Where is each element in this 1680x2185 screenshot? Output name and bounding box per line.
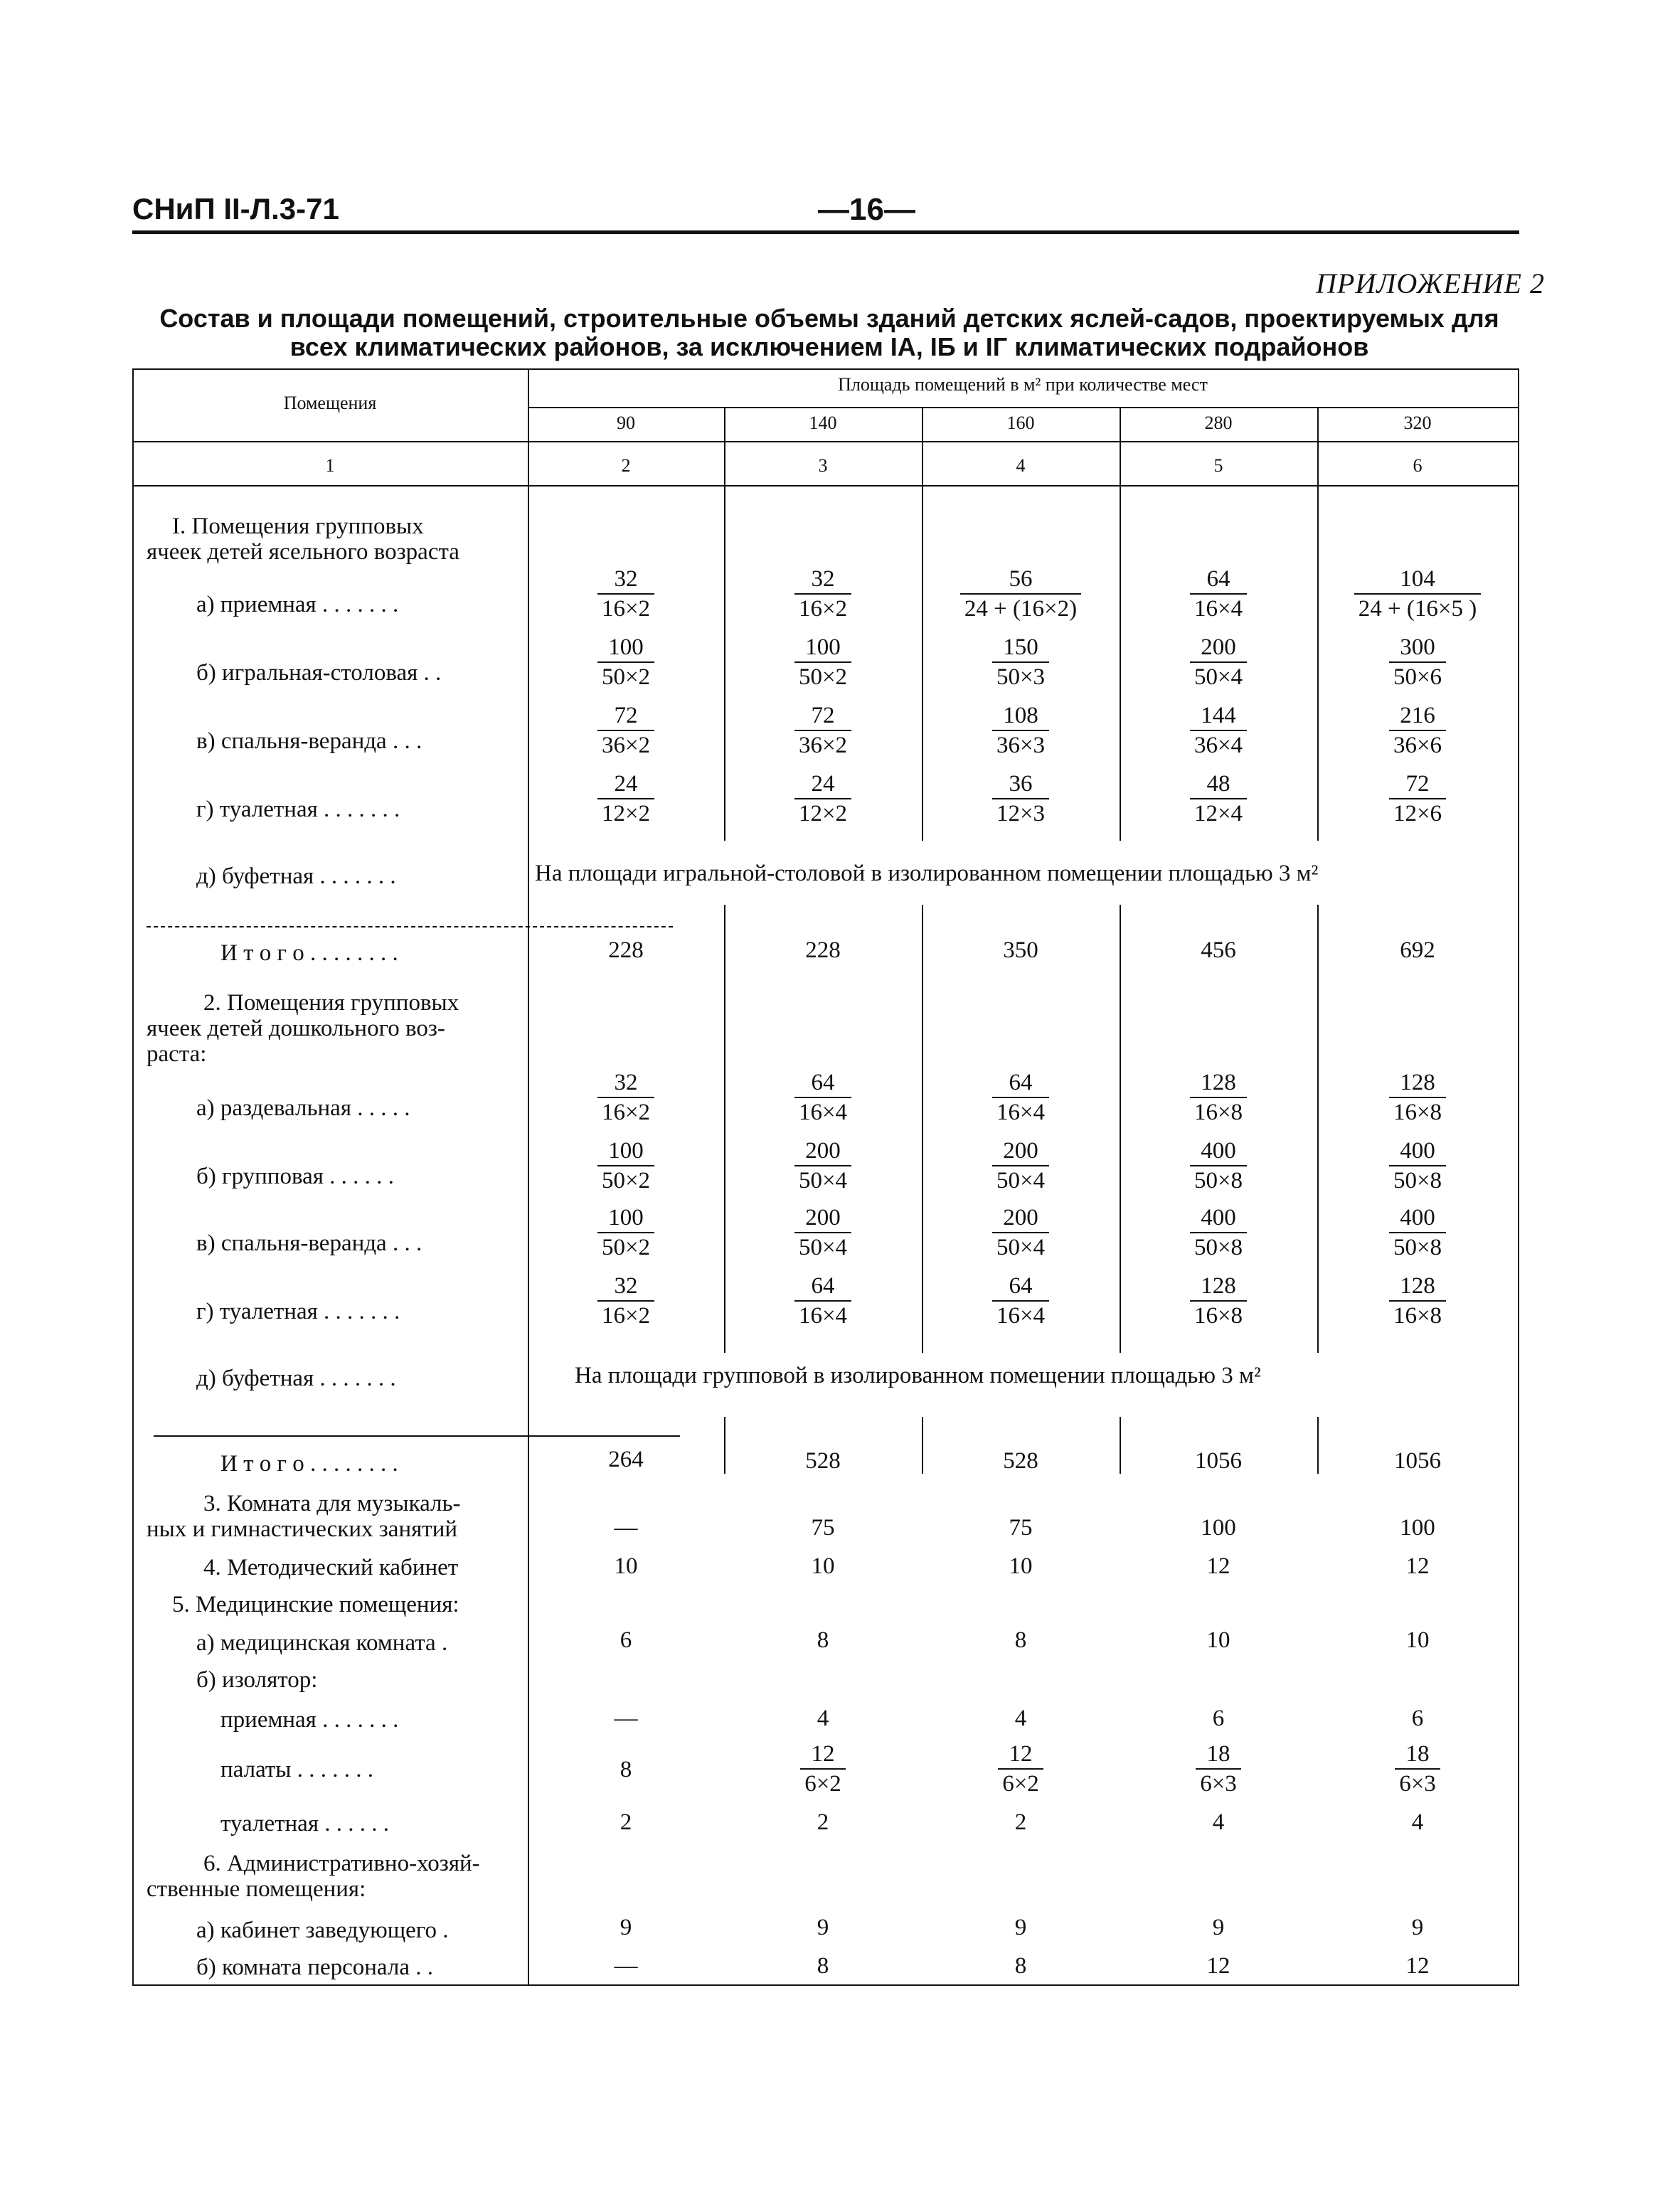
s1-total-label: И т о г о . . . . . . . .: [220, 940, 398, 966]
area-total-value: 104: [1400, 566, 1435, 592]
caption-line-2: всех климатических районов, за исключением IА, IБ и IГ климатических подрайонов: [289, 332, 1369, 361]
section1-subtotal-rule: [147, 926, 673, 928]
s2-total-cell: 264: [608, 1447, 644, 1472]
area-formula-value: 50×6: [1389, 661, 1446, 691]
area-total-value: 100: [805, 634, 841, 660]
area-total-value: 128: [1201, 1273, 1236, 1299]
s1-row-label: в) спальня-веранда . . .: [196, 728, 422, 754]
area-formula-value: 16×4: [1190, 593, 1247, 623]
area-fraction-cell: [724, 1137, 922, 1195]
area-fraction-cell: [1120, 1272, 1317, 1330]
area-fraction-cell: [1120, 770, 1317, 828]
area-value-cell: 2: [817, 1809, 829, 1835]
s1-total-cell: 350: [1003, 937, 1038, 963]
area-formula-value: 50×2: [597, 1232, 654, 1262]
area-value-cell: 10: [1206, 1627, 1230, 1653]
area-total-value: 56: [1009, 566, 1033, 592]
area-value-cell: 2: [620, 1809, 632, 1835]
area-formula-value: 16×2: [597, 593, 654, 623]
area-total-value: 64: [1009, 1273, 1033, 1299]
section2-title-line3: раста:: [147, 1041, 207, 1067]
section2-title-line1: 2. Помещения групповых: [203, 990, 459, 1016]
area-formula-value: 50×8: [1190, 1232, 1247, 1262]
area-fraction-cell: [724, 701, 922, 760]
area-total-value: 24: [614, 771, 638, 797]
area-formula-value: 36×2: [597, 730, 654, 760]
area-total-value: 400: [1201, 1138, 1236, 1164]
area-total-value: 48: [1206, 771, 1230, 797]
music-room-line1: 3. Комната для музыкаль-: [203, 1491, 461, 1516]
area-total-value: 144: [1201, 703, 1236, 728]
area-fraction-cell: [1120, 565, 1317, 623]
area-value-cell: 9: [1411, 1915, 1424, 1940]
s2-row-label: в) спальня-веранда . . .: [196, 1230, 422, 1256]
area-fraction-cell: [1120, 633, 1317, 691]
area-value-cell: 100: [1400, 1515, 1435, 1541]
area-fraction-cell: [528, 1272, 724, 1330]
area-value-cell: 4: [1014, 1706, 1027, 1731]
column-number-rule: [132, 485, 1519, 487]
column-number-1: 1: [325, 455, 335, 476]
s2-total-cell: 528: [805, 1448, 841, 1474]
area-total-value: 64: [1009, 1070, 1033, 1095]
area-formula-value: 36×4: [1190, 730, 1247, 760]
area-value-cell: 9: [1212, 1915, 1225, 1940]
medical-title: 5. Медицинские помещения:: [172, 1592, 459, 1617]
area-value-cell: 6: [620, 1627, 632, 1653]
toilet-label: туалетная . . . . . .: [220, 1811, 390, 1836]
document-code: СНиП II-Л.3-71: [132, 192, 339, 225]
area-total-value: 8: [620, 1757, 632, 1782]
area-fraction-cell: [1317, 770, 1518, 828]
area-fraction-cell: [1120, 701, 1317, 760]
area-fraction-cell: [1120, 1740, 1317, 1798]
area-value-cell: 8: [1014, 1627, 1027, 1653]
area-fraction-cell: [1120, 1068, 1317, 1127]
area-formula-value: 50×8: [1389, 1232, 1446, 1262]
column-number-4: 4: [1016, 455, 1026, 476]
s2-total-cell: 528: [1003, 1448, 1038, 1474]
staff-room-label: б) комната персонала . .: [196, 1955, 433, 1980]
area-formula-value: 24 + (16×2): [960, 593, 1081, 623]
area-total-value: 32: [811, 566, 835, 592]
area-formula-value: 16×4: [794, 1097, 851, 1127]
admin-title-line2: ственные помещения:: [147, 1876, 366, 1902]
s2-total-cell: 1056: [1195, 1448, 1242, 1474]
area-value-cell: —: [614, 1515, 638, 1541]
area-total-value: 24: [811, 771, 835, 797]
area-total-value: 18: [1405, 1741, 1430, 1767]
area-value-cell: 6: [1411, 1706, 1424, 1731]
area-formula-value: 50×8: [1389, 1165, 1446, 1195]
area-fraction-cell: [1317, 633, 1518, 691]
area-total-value: 200: [1003, 1138, 1038, 1164]
area-fraction-cell: [1317, 1740, 1518, 1798]
column-number-2: 2: [621, 455, 631, 476]
area-formula-value: 50×2: [597, 661, 654, 691]
s1-total-cell: 228: [805, 937, 841, 963]
s1-total-cell: 692: [1400, 937, 1435, 963]
area-formula-value: 16×2: [794, 593, 851, 623]
area-formula-value: 6×3: [1196, 1768, 1241, 1798]
music-room-line2: ных и гимнастических занятий: [147, 1516, 458, 1542]
area-value-cell: 9: [817, 1915, 829, 1940]
area-value-cell: 9: [1014, 1915, 1027, 1940]
area-formula-value: 12×4: [1190, 798, 1247, 828]
area-fraction-cell: [1120, 1137, 1317, 1195]
s1-total-cell: 228: [608, 937, 644, 963]
area-fraction-cell: [922, 565, 1120, 623]
area-fraction-cell: [528, 565, 724, 623]
area-total-value: 128: [1201, 1070, 1236, 1095]
page-number: —16—: [818, 192, 915, 227]
area-formula-value: 6×2: [998, 1768, 1043, 1798]
capacity-160: 160: [1006, 413, 1035, 433]
area-formula-value: 16×2: [597, 1300, 654, 1330]
section1-title-line2: ячеек детей ясельного возраста: [147, 539, 459, 565]
area-fraction-cell: [724, 770, 922, 828]
area-fraction-cell: [528, 1203, 724, 1262]
area-value-cell: 2: [1014, 1809, 1027, 1835]
area-fraction-cell: [724, 565, 922, 623]
s1-buffet-label: д) буфетная . . . . . . .: [196, 863, 396, 889]
area-fraction-cell: [1317, 1068, 1518, 1127]
s1-row-label: г) туалетная . . . . . . .: [196, 797, 400, 822]
area-total-value: 400: [1400, 1205, 1435, 1230]
area-value-cell: 75: [1009, 1515, 1033, 1541]
area-total-value: 64: [811, 1273, 835, 1299]
area-total-value: 12: [1009, 1741, 1033, 1767]
area-formula-value: 6×3: [1395, 1768, 1440, 1798]
area-fraction-cell: [528, 1755, 724, 1784]
area-value-cell: —: [614, 1953, 638, 1979]
area-value-cell: 12: [1206, 1953, 1230, 1979]
area-total-value: 300: [1400, 634, 1435, 660]
area-formula-value: 50×4: [794, 1232, 851, 1262]
area-fraction-cell: [1317, 1137, 1518, 1195]
area-formula-value: 12×6: [1389, 798, 1446, 828]
table-bottom-border: [132, 1984, 1519, 1986]
area-formula-value: 50×4: [794, 1165, 851, 1195]
area-total-value: 200: [805, 1138, 841, 1164]
s2-buffet-note: На площади групповой в изолированном помещении площадью 3 м²: [575, 1363, 1261, 1388]
area-fraction-cell: [922, 1740, 1120, 1798]
area-formula-value: 6×2: [800, 1768, 846, 1798]
area-value-cell: 10: [811, 1553, 835, 1579]
area-formula-value: 16×8: [1190, 1097, 1247, 1127]
area-formula-value: 36×2: [794, 730, 851, 760]
area-total-value: 100: [608, 634, 644, 660]
area-formula-value: 16×2: [597, 1097, 654, 1127]
s2-row-label: а) раздевальная . . . . .: [196, 1095, 410, 1121]
area-total-value: 64: [811, 1070, 835, 1095]
area-fraction-cell: [922, 1068, 1120, 1127]
capacity-90: 90: [617, 413, 635, 433]
area-formula-value: 12×2: [794, 798, 851, 828]
area-value-cell: 8: [817, 1953, 829, 1979]
area-total-value: 100: [608, 1205, 644, 1230]
area-value-cell: 10: [614, 1553, 638, 1579]
area-value-cell: 75: [811, 1515, 835, 1541]
s2-total-label: И т о г о . . . . . . . .: [220, 1451, 398, 1477]
area-fraction-cell: [724, 633, 922, 691]
area-value-cell: 10: [1009, 1553, 1033, 1579]
area-formula-value: 16×8: [1190, 1300, 1247, 1330]
area-total-value: 216: [1400, 703, 1435, 728]
area-value-cell: 6: [1212, 1706, 1225, 1731]
area-formula-value: 16×8: [1389, 1097, 1446, 1127]
area-total-value: 200: [1003, 1205, 1038, 1230]
admin-title-line1: 6. Административно-хозяй-: [203, 1851, 480, 1876]
area-total-value: 400: [1400, 1138, 1435, 1164]
area-total-value: 400: [1201, 1205, 1236, 1230]
rooms-column-header: Помещения: [283, 393, 377, 413]
area-formula-value: 36×6: [1389, 730, 1446, 760]
capacity-320: 320: [1403, 413, 1432, 433]
area-value-cell: 8: [817, 1627, 829, 1653]
area-fraction-cell: [724, 1203, 922, 1262]
header-bottom-rule: [132, 441, 1519, 442]
area-fraction-cell: [724, 1068, 922, 1127]
area-column-header: Площадь помещений в м² при количестве мест: [838, 374, 1208, 395]
area-fraction-cell: [528, 770, 724, 828]
table-top-border: [132, 368, 1519, 370]
column-number-5: 5: [1213, 455, 1223, 476]
medroom-label: а) медицинская комната .: [196, 1630, 448, 1656]
area-formula-value: 50×4: [1190, 661, 1247, 691]
s1-total-cell: 456: [1201, 937, 1236, 963]
column-number-3: 3: [818, 455, 828, 476]
area-formula-value: 12×2: [597, 798, 654, 828]
s1-row-label: б) игральная-столовая . .: [196, 660, 442, 686]
area-total-value: 32: [614, 566, 638, 592]
area-header-divider: [528, 407, 1518, 408]
area-fraction-cell: [922, 1272, 1120, 1330]
area-value-cell: 9: [620, 1915, 632, 1940]
table-left-border: [132, 368, 134, 1986]
wards-label: палаты . . . . . . .: [220, 1757, 373, 1782]
area-total-value: 128: [1400, 1273, 1435, 1299]
method-room-label: 4. Методический кабинет: [203, 1555, 459, 1580]
table-right-border: [1518, 368, 1519, 1986]
area-total-value: 128: [1400, 1070, 1435, 1095]
area-value-cell: 12: [1405, 1553, 1430, 1579]
area-formula-value: 24 + (16×5 ): [1354, 593, 1481, 623]
capacity-140: 140: [809, 413, 837, 433]
area-formula-value: 16×8: [1389, 1300, 1446, 1330]
area-formula-value: 50×4: [992, 1165, 1049, 1195]
s1-row-label: а) приемная . . . . . . .: [196, 592, 399, 617]
area-total-value: 18: [1206, 1741, 1230, 1767]
area-total-value: 32: [614, 1273, 638, 1299]
area-fraction-cell: [1317, 1272, 1518, 1330]
area-value-cell: 10: [1405, 1627, 1430, 1653]
section1-title-line1: I. Помещения групповых: [172, 514, 424, 539]
area-value-cell: 12: [1206, 1553, 1230, 1579]
area-value-cell: 100: [1201, 1515, 1236, 1541]
reception-label: приемная . . . . . . .: [220, 1707, 399, 1733]
area-value-cell: 8: [1014, 1953, 1027, 1979]
area-value-cell: 4: [1212, 1809, 1225, 1835]
section2-title-line2: ячеек детей дошкольного воз-: [147, 1016, 445, 1041]
area-formula-value: 36×3: [992, 730, 1049, 760]
area-formula-value: 50×3: [992, 661, 1049, 691]
area-fraction-cell: [922, 633, 1120, 691]
area-fraction-cell: [922, 1203, 1120, 1262]
area-formula-value: 50×2: [794, 661, 851, 691]
area-fraction-cell: [922, 1137, 1120, 1195]
s2-buffet-label: д) буфетная . . . . . . .: [196, 1366, 396, 1391]
table-caption: [132, 304, 1526, 361]
area-total-value: 108: [1003, 703, 1038, 728]
area-total-value: 200: [805, 1205, 841, 1230]
area-fraction-cell: [528, 1137, 724, 1195]
area-total-value: 100: [608, 1138, 644, 1164]
area-value-cell: 4: [1411, 1809, 1424, 1835]
area-fraction-cell: [1317, 701, 1518, 760]
area-fraction-cell: [724, 1740, 922, 1798]
area-fraction-cell: [1120, 1203, 1317, 1262]
area-total-value: 72: [614, 703, 638, 728]
area-formula-value: 12×3: [992, 798, 1049, 828]
s2-row-label: г) туалетная . . . . . . .: [196, 1299, 400, 1324]
area-total-value: 150: [1003, 634, 1038, 660]
area-total-value: 12: [811, 1741, 835, 1767]
area-fraction-cell: [922, 701, 1120, 760]
area-total-value: 64: [1206, 566, 1230, 592]
isolator-label: б) изолятор:: [196, 1667, 318, 1693]
area-fraction-cell: [922, 770, 1120, 828]
area-fraction-cell: [528, 701, 724, 760]
area-total-value: 72: [811, 703, 835, 728]
area-fraction-cell: [724, 1272, 922, 1330]
appendix-label: ПРИЛОЖЕНИЕ 2: [1316, 267, 1545, 299]
area-total-value: 36: [1009, 771, 1033, 797]
area-fraction-cell: [528, 1068, 724, 1127]
capacity-280: 280: [1204, 413, 1233, 433]
area-fraction-cell: [528, 633, 724, 691]
s2-row-label: б) групповая . . . . . .: [196, 1164, 394, 1189]
area-value-cell: —: [614, 1706, 638, 1731]
area-formula-value: 16×4: [794, 1300, 851, 1330]
area-total-value: 32: [614, 1070, 638, 1095]
section2-subtotal-rule: [154, 1435, 680, 1437]
head-office-label: а) кабинет заведующего .: [196, 1918, 449, 1943]
area-value-cell: 4: [817, 1706, 829, 1731]
area-value-cell: 12: [1405, 1953, 1430, 1979]
area-formula-value: 16×4: [992, 1300, 1049, 1330]
column-number-6: 6: [1413, 455, 1423, 476]
area-formula-value: 16×4: [992, 1097, 1049, 1127]
caption-line-1: Состав и площади помещений, строительные объемы зданий детских яслей-садов, проектируемых для: [159, 304, 1499, 333]
area-formula-value: 50×4: [992, 1232, 1049, 1262]
header-rule: [132, 230, 1519, 234]
area-total-value: 200: [1201, 634, 1236, 660]
area-total-value: 72: [1405, 771, 1430, 797]
area-formula-value: 50×2: [597, 1165, 654, 1195]
s2-total-cell: 1056: [1394, 1448, 1441, 1474]
area-fraction-cell: [1317, 565, 1518, 623]
s1-buffet-note: На площади игральной-столовой в изолированном помещении площадью 3 м²: [535, 861, 1319, 886]
area-fraction-cell: [1317, 1203, 1518, 1262]
area-formula-value: 50×8: [1190, 1165, 1247, 1195]
